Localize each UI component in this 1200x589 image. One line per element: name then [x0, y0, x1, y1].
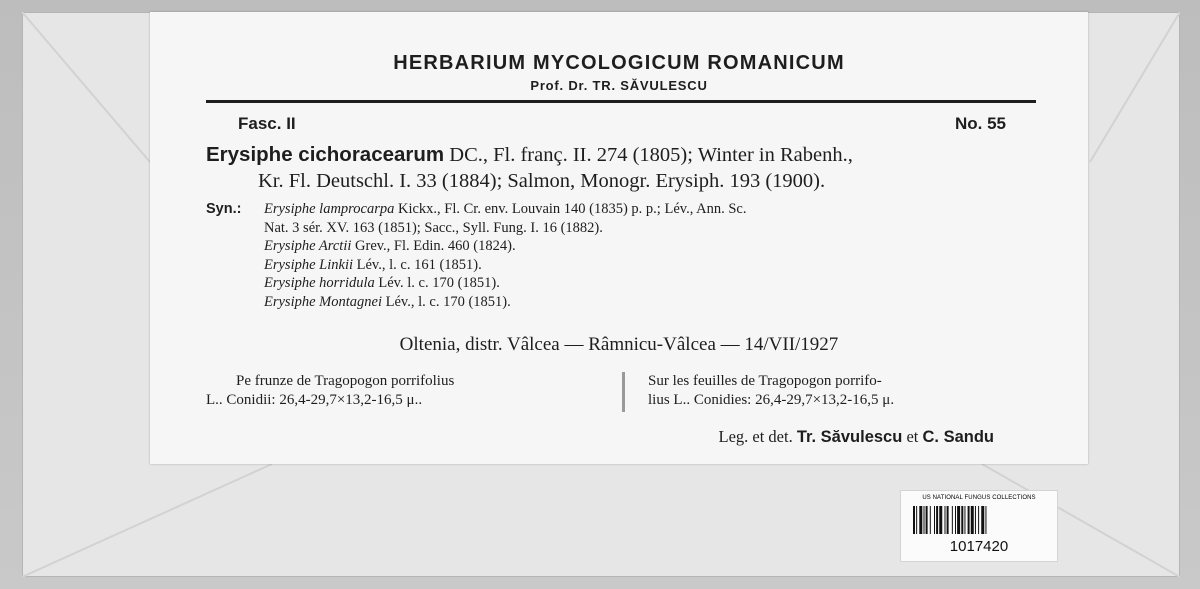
note-french-line-1: Sur les feuilles de Tragopogon porrifo- [648, 373, 882, 389]
species-citation-line-2: Kr. Fl. Deutschl. I. 33 (1884); Salmon, Monogr. Erysiph. 193 (1900). [258, 170, 826, 192]
label-subtitle: Prof. Dr. TR. SĂVULESCU [530, 78, 708, 93]
note-romanian-line-1: Pe frunze de Tragopogon porrifolius [236, 373, 455, 389]
collector-line [718, 427, 994, 447]
note-french-line-2: lius L.. Conidies: 26,4-29,7×13,2-16,5 μ. [648, 392, 895, 408]
synonym-row [206, 200, 1056, 219]
specimen-number: No. 55 [954, 114, 1006, 133]
synonyms-key: Syn.: [206, 201, 242, 217]
synonym-citation: Nat. 3 sér. XV. 163 (1851); Sacc., Syll. Fung. I. 16 (1882). [264, 219, 603, 236]
collector-and: et [902, 427, 923, 446]
synonym-citation: Kickx., Fl. Cr. env. Louvain 140 (1835) p. p.; Lév., Ann. Sc. [394, 201, 747, 217]
synonym-citation: Lév., l. c. 170 (1851). [382, 293, 511, 310]
synonyms-block [206, 200, 1056, 312]
collector-prefix: Leg. et det. [718, 427, 797, 446]
synonym-row [206, 219, 1056, 238]
synonym-row [206, 237, 1056, 256]
species-citation [206, 142, 1056, 194]
note-french [648, 372, 1036, 410]
synonym-name: Erysiphe Linkii [264, 256, 354, 273]
synonym-row [206, 274, 1056, 293]
note-divider [622, 372, 625, 412]
label-title: HERBARIUM MYCOLOGICUM ROMANICUM [393, 52, 845, 74]
species-citation-line-1: DC., Fl. franç. II. 274 (1805); Winter in Rabenh., [444, 144, 853, 166]
synonym-name: Erysiphe Arctii [264, 238, 352, 255]
barcode-header: US NATIONAL FUNGUS COLLECTIONS [922, 495, 1036, 501]
barcode-number: 1017420 [949, 538, 1009, 555]
barcode-label [900, 490, 1058, 562]
locality-line: Oltenia, distr. Vâlcea — Râmnicu-Vâlcea — 14/VII/1927 [399, 334, 839, 355]
synonym-citation: Lév., l. c. 161 (1851). [353, 256, 482, 273]
synonym-row [206, 293, 1056, 312]
fascicle-number: Fasc. II [238, 114, 296, 133]
collector-name-2: C. Sandu [922, 428, 994, 446]
note-romanian [206, 372, 606, 410]
synonym-name: Erysiphe Montagnei [264, 293, 382, 310]
barcode-icon [913, 506, 1045, 534]
synonym-name: Erysiphe lamprocarpa [264, 201, 395, 217]
synonym-citation: Grev., Fl. Edin. 460 (1824). [351, 238, 516, 255]
herbarium-label [150, 12, 1088, 464]
header-rule [206, 100, 1036, 103]
species-name: Erysiphe cichoracearum [206, 143, 445, 166]
synonym-citation: Lév. l. c. 170 (1851). [374, 275, 500, 292]
collector-name-1: Tr. Săvulescu [796, 428, 903, 446]
synonym-row [206, 256, 1056, 275]
synonym-name: Erysiphe horridula [264, 275, 375, 292]
note-romanian-line-2: L.. Conidii: 26,4-29,7×13,2-16,5 μ.. [206, 392, 423, 408]
